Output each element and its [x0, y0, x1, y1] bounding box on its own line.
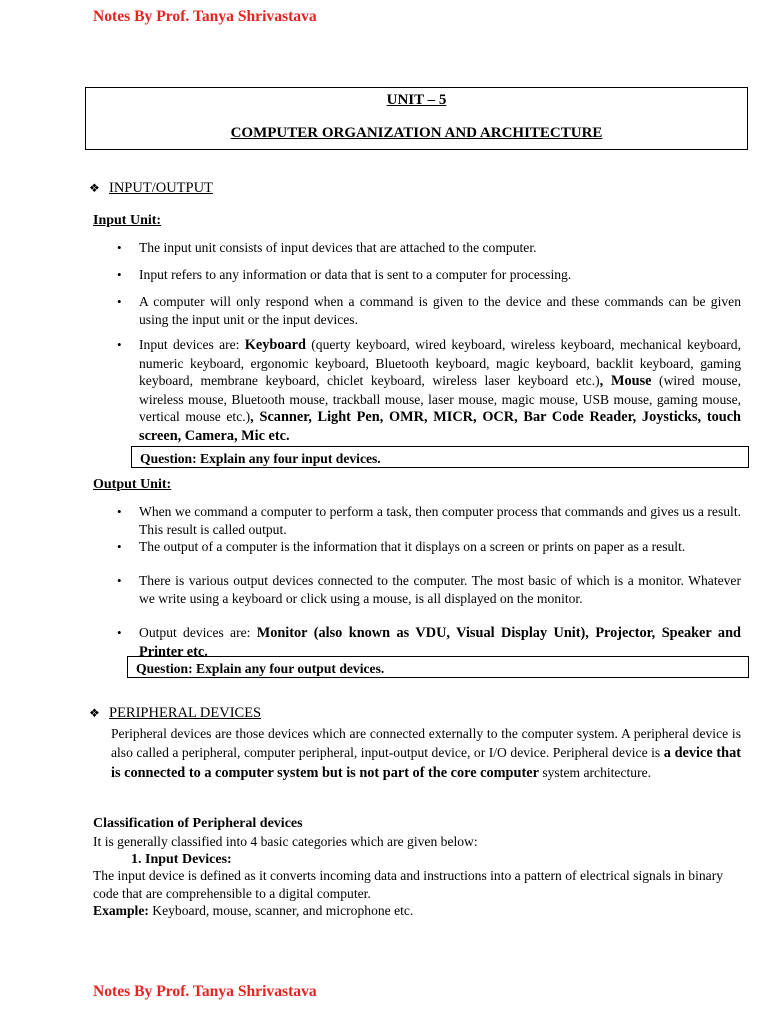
diamond-bullet-icon: ❖: [89, 706, 100, 720]
bullet-icon: •: [117, 294, 122, 309]
diamond-bullet-icon: ❖: [89, 181, 100, 195]
page-footer: Notes By Prof. Tanya Shrivastava: [93, 983, 317, 1000]
peripheral-paragraph: Peripheral devices are those devices which are connected externally to the computer system. A peripheral device is also called a peripheral, computer peripheral, input-output device, or I/O device. Peripheral device is a device that is connected to a computer system but is not part of the core computer system architecture.: [111, 726, 741, 781]
input-devices-title: 1. Input Devices:: [131, 852, 232, 867]
section-heading-input-output: ❖ INPUT/OUTPUT: [89, 180, 213, 196]
bullet-icon: •: [117, 337, 122, 352]
bullet-icon: •: [117, 504, 122, 519]
input-devices-text: The input device is defined as it converts incoming data and instructions into a pattern of electrical signals in binary code that are comprehensible to a digital computer.: [93, 868, 724, 901]
bullet-icon: •: [117, 240, 122, 255]
section-heading-peripheral-devices: ❖ PERIPHERAL DEVICES: [89, 705, 262, 721]
input-unit-heading: Input Unit:: [93, 213, 162, 228]
input-bullet-2: Input refers to any information or data that is sent to a computer for processing.: [139, 267, 572, 282]
bullet-icon: •: [117, 267, 122, 282]
input-bullet-4: Input devices are: Keyboard (querty keyboard, wired keyboard, wireless keyboard, mechanical keyboard, numeric keyboard, ergonomic keyboard, Bluetooth keyboard, magic keyboard, backlit keyboard, gaming keyboard, membrane keyboard, chiclet keyboard, wireless laser keyboard etc.), Mouse (wired mouse, wireless mouse, Bluetooth mouse, trackball mouse, laser mouse, magic mouse, USB mouse, gaming mouse, vertical mouse etc.), Scanner, Light Pen, OMR, MICR, OCR, Bar Code Reader, Joysticks, touch screen, Camera, Mic etc.: [139, 337, 742, 444]
page-header: Notes By Prof. Tanya Shrivastava: [93, 8, 317, 25]
bullet-icon: •: [117, 539, 122, 554]
question-input-devices: Question: Explain any four input devices.: [131, 446, 749, 468]
unit-title-box: [85, 87, 748, 150]
bullet-icon: •: [117, 625, 122, 640]
output-bullet-1: When we command a computer to perform a task, then computer process that commands and gives us a result. This result is called output.: [139, 504, 741, 537]
example-line: Example: Keyboard, mouse, scanner, and microphone etc.: [93, 903, 414, 918]
output-unit-heading: Output Unit:: [93, 477, 172, 492]
output-bullet-4: Output devices are: Monitor (also known as VDU, Visual Display Unit), Projector, Speaker and Printer etc.: [139, 625, 741, 660]
output-bullet-2: The output of a computer is the information that it displays on a screen or prints on paper as a result.: [139, 539, 686, 554]
bullet-icon: •: [117, 573, 122, 588]
question-output-devices: Question: Explain any four output devices.: [127, 656, 749, 678]
classification-heading: Classification of Peripheral devices: [93, 816, 303, 831]
unit-subtitle: COMPUTER ORGANIZATION AND ARCHITECTURE: [230, 125, 603, 141]
unit-title: UNIT – 5: [386, 92, 447, 108]
input-bullet-3: A computer will only respond when a command is given to the device and these commands can be given using the input unit or the input devices.: [139, 294, 741, 327]
output-bullet-3: There is various output devices connected to the computer. The most basic of which is a monitor. Whatever we write using a keyboard or click using a mouse, is all displayed on the monitor.: [139, 573, 741, 606]
classification-intro: It is generally classified into 4 basic categories which are given below:: [93, 834, 478, 849]
input-bullet-1: The input unit consists of input devices that are attached to the computer.: [139, 240, 537, 255]
